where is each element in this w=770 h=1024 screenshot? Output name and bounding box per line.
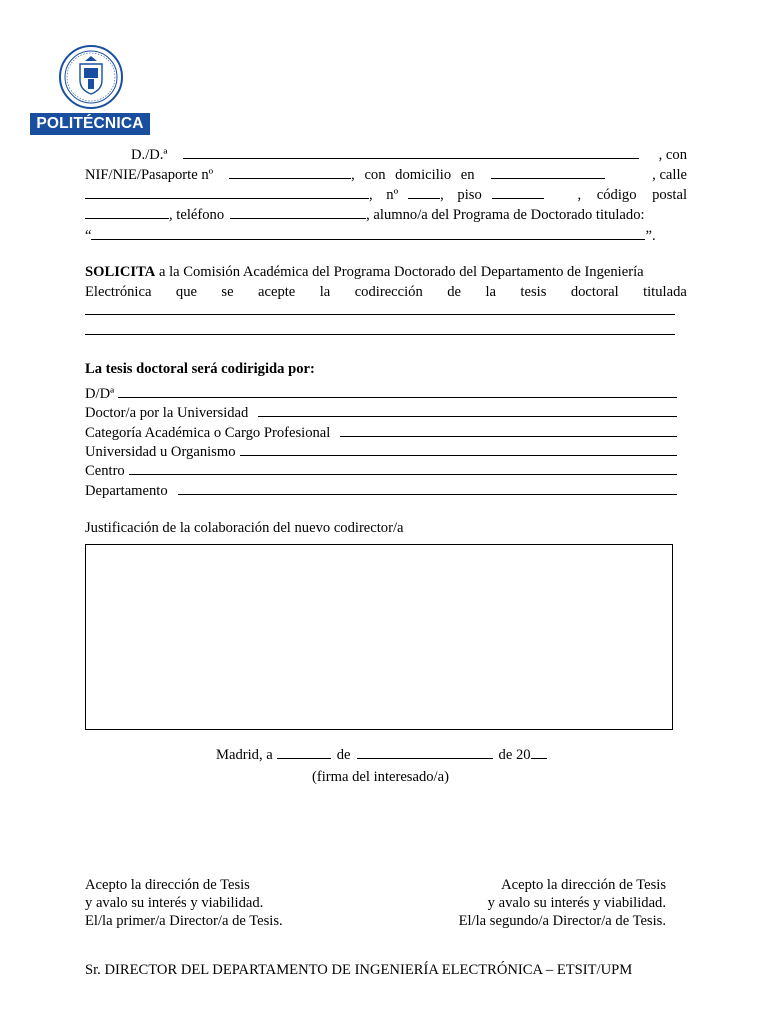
street-blank[interactable] <box>85 185 369 199</box>
name-label: D./D.ª <box>131 147 168 163</box>
date-place: Madrid, a <box>216 747 273 763</box>
intro-line-3 <box>85 185 687 205</box>
id-label: NIF/NIE/Pasaporte nº <box>85 167 214 183</box>
justification-label: Justificación de la colaboración del nuevo codirector/a <box>85 520 404 536</box>
signature-note: (firma del interesado/a) <box>312 769 449 785</box>
request-word: titulada <box>643 284 687 300</box>
field-blank[interactable] <box>178 480 677 495</box>
upm-logo <box>30 40 152 138</box>
request-line-2 <box>85 282 687 302</box>
intro-line-5 <box>85 226 687 246</box>
field-label: D/Dª <box>85 386 115 402</box>
name-blank[interactable] <box>183 145 639 159</box>
field-blank[interactable] <box>340 422 677 437</box>
request-text: a la Comisión Académica del Programa Doctorado del Departamento de Ingeniería <box>155 264 644 280</box>
university-seal-icon <box>58 44 124 110</box>
field-label: Categoría Académica o Cargo Profesional <box>85 425 331 441</box>
year-blank[interactable] <box>531 745 547 759</box>
field-blank[interactable] <box>258 402 677 417</box>
field-organization <box>85 441 677 461</box>
open-quote: “ <box>85 228 92 244</box>
request-word: doctoral <box>570 284 619 300</box>
request-word: la <box>485 284 496 300</box>
field-academic-category <box>85 422 677 442</box>
address-label: , con domicilio en <box>351 167 475 183</box>
codirector-heading: La tesis doctoral será codirigida por: <box>85 361 315 377</box>
field-label: Universidad u Organismo <box>85 444 236 460</box>
floor-blank[interactable] <box>492 185 544 199</box>
intro-line-2 <box>85 165 687 185</box>
request-word: acepte <box>258 284 296 300</box>
field-codirector-name <box>85 383 677 403</box>
number-label: , nº <box>369 187 399 203</box>
first-director-block <box>85 876 283 930</box>
request-word: que <box>175 284 197 300</box>
field-blank[interactable] <box>118 383 677 398</box>
date-line <box>216 745 547 765</box>
intro-line-4 <box>85 205 687 225</box>
program-label: , alumno/a del Programa de Doctorado titulado: <box>366 207 645 223</box>
field-label: Centro <box>85 463 125 479</box>
name-suffix: , con <box>658 147 687 163</box>
day-blank[interactable] <box>277 745 331 759</box>
phone-blank[interactable] <box>230 205 366 219</box>
request-word: se <box>221 284 234 300</box>
director-line: El/la segundo/a Director/a de Tesis. <box>458 913 666 929</box>
request-word: codirección <box>354 284 423 300</box>
address-blank[interactable] <box>491 165 605 179</box>
date-of: de <box>336 747 351 763</box>
id-blank[interactable] <box>229 165 351 179</box>
street-label: , calle <box>652 167 687 183</box>
field-blank[interactable] <box>129 460 677 475</box>
number-blank[interactable] <box>408 185 440 199</box>
director-line: y avalo su interés y viabilidad. <box>85 895 264 911</box>
justification-box[interactable] <box>85 544 673 730</box>
year-prefix: de 20 <box>498 747 531 763</box>
request-word: tesis <box>520 284 547 300</box>
field-label: Departamento <box>85 483 168 499</box>
request-word: Electrónica <box>85 284 152 300</box>
close-quote: ”. <box>645 228 656 244</box>
field-center <box>85 460 677 480</box>
thesis-title-blank-2[interactable] <box>85 334 675 335</box>
month-blank[interactable] <box>357 745 493 759</box>
postal-label: , código postal <box>577 187 687 203</box>
director-line: Acepto la dirección de Tesis <box>85 877 250 893</box>
second-director-block <box>459 876 666 930</box>
request-line-1 <box>85 262 687 282</box>
director-line: y avalo su interés y viabilidad. <box>487 895 666 911</box>
addressee-footer: Sr. DIRECTOR DEL DEPARTAMENTO DE INGENIERÍA ELECTRÓNICA – ETSIT/UPM <box>85 962 633 978</box>
director-line: Acepto la dirección de Tesis <box>501 877 666 893</box>
director-line: El/la primer/a Director/a de Tesis. <box>85 913 283 929</box>
phone-label: , teléfono <box>169 207 225 223</box>
thesis-title-blank-1[interactable] <box>85 314 675 315</box>
postal-blank[interactable] <box>85 205 169 219</box>
field-department <box>85 480 677 500</box>
intro-line-1 <box>85 145 687 165</box>
request-word: de <box>447 284 461 300</box>
floor-label: , piso <box>440 187 482 203</box>
field-label: Doctor/a por la Universidad <box>85 405 249 421</box>
program-title-blank[interactable] <box>91 226 645 240</box>
request-word: la <box>319 284 331 300</box>
field-doctor-university <box>85 402 677 422</box>
field-blank[interactable] <box>240 441 677 456</box>
brand-name: POLITÉCNICA <box>30 113 150 135</box>
request-keyword: SOLICITA <box>85 264 156 280</box>
